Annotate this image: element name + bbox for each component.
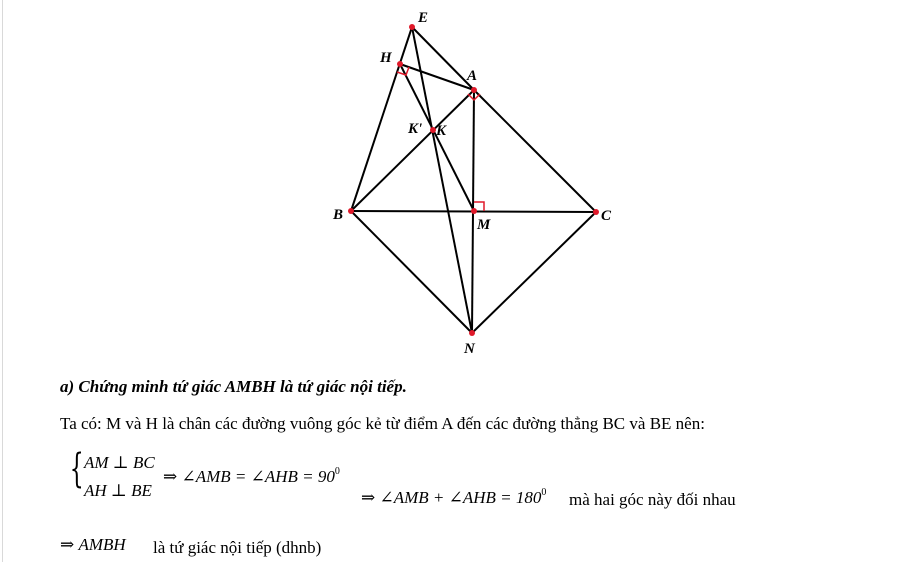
label-B: B [333, 207, 344, 223]
point-H [397, 61, 403, 67]
implication-1 [163, 466, 340, 487]
conclusion-symbol: ⇒ [60, 535, 75, 554]
label-C: C [601, 208, 612, 224]
label-A: A [467, 68, 478, 84]
point-E [409, 24, 415, 30]
label-K-prime: K' [408, 121, 423, 137]
implication-2 [361, 487, 546, 508]
segment-EN [412, 27, 472, 333]
implication-2-math: ∠AMB + ∠AHB = 180 [379, 488, 542, 507]
conclusion-math: AMBH [78, 535, 126, 554]
label-N: N [464, 341, 475, 357]
implies-symbol-2: ⇒ [361, 488, 376, 507]
label-K: K [436, 123, 447, 139]
segment-EA [412, 27, 474, 90]
conclusion-tail: là tứ giác nội tiếp (dhnb) [153, 538, 322, 557]
point-B [348, 208, 354, 214]
implication-2-tail: mà hai góc này đối nhau [569, 490, 736, 509]
system-line-1: AM ⊥ BC [84, 453, 155, 472]
point-N [469, 330, 475, 336]
point-M [471, 208, 477, 214]
segment-NB [351, 211, 472, 333]
implication-1-degree: 0 [334, 466, 340, 477]
system-brace: { [69, 446, 84, 492]
implication-2-degree: 0 [541, 487, 547, 498]
point-C [593, 209, 599, 215]
segment-BA [351, 90, 474, 211]
section-heading: a) Chứng minh tứ giác AMBH là tứ giác nội tiếp. [60, 377, 407, 396]
label-H: H [380, 50, 392, 66]
implies-symbol-1: ⇒ [163, 467, 178, 486]
conclusion [60, 535, 126, 555]
segment-CN [472, 212, 596, 333]
implication-1-math: ∠AMB = ∠AHB = 90 [181, 467, 335, 486]
point-A [471, 87, 477, 93]
segment-AC [474, 90, 596, 212]
intro-text: Ta có: M và H là chân các đường vuông góc kẻ từ điểm A đến các đường thẳng BC và BE nên: [60, 414, 705, 433]
label-E: E [418, 10, 429, 26]
label-M: M [477, 217, 491, 233]
system-line-2: AH ⊥ BE [84, 481, 152, 500]
